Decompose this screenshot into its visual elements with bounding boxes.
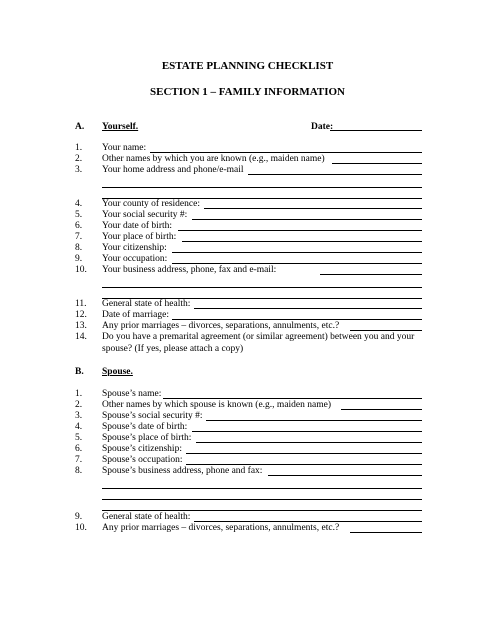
list-item: 13. Any prior marriages – divorces, separations, annulments, etc.? [75,321,340,331]
date-label: Date: [311,122,334,132]
spouse-other-names-field[interactable] [341,409,422,410]
list-item: 1. Spouse’s name: [75,389,162,399]
health-field[interactable] [194,308,422,309]
list-item: 7. Your place of birth: [75,232,177,242]
section-a-heading [0,122,495,133]
home-address-field-line-2[interactable] [102,187,422,188]
list-item: 8. Your citizenship: [75,243,167,253]
list-item: 7. Spouse’s occupation: [75,455,183,465]
list-item-continued: spouse? (If yes, please attach a copy) [102,344,244,354]
list-item: 9. General state of health: [75,512,191,522]
list-item: 6. Your date of birth: [75,221,173,231]
list-item: 6. Spouse’s citizenship: [75,444,182,454]
spouse-business-address-field-line-4[interactable] [102,510,422,511]
spouse-citizenship-field[interactable] [186,453,422,454]
spouse-business-address-field-line-2[interactable] [102,488,422,489]
home-address-field[interactable] [248,174,422,175]
spouse-health-field[interactable] [194,521,422,522]
list-item: 3. Spouse’s social security #: [75,411,203,421]
section-title: SECTION 1 – FAMILY INFORMATION [150,86,345,98]
document-title: ESTATE PLANNING CHECKLIST [161,60,334,72]
business-address-field[interactable] [320,274,422,275]
spouse-business-address-field-line-3[interactable] [102,499,422,500]
list-item: 1. Your name: [75,143,147,153]
spouse-name-field[interactable] [163,398,422,399]
ssn-field[interactable] [192,219,422,220]
section-a-title: Yourself. [102,122,139,132]
citizenship-field[interactable] [172,252,422,253]
list-item: 5. Spouse’s place of birth: [75,433,192,443]
section-a-letter: A. [75,122,85,132]
section-b-title: Spouse. [102,367,133,377]
section-b-heading [0,367,495,378]
section-b-letter: B. [75,367,84,377]
spouse-occupation-field[interactable] [186,464,422,465]
marriage-date-field[interactable] [172,319,422,320]
occupation-field[interactable] [172,263,422,264]
list-item: 2. Other names by which spouse is known (e.g., maiden name) [75,400,332,410]
list-item: 8. Spouse’s business address, phone and fax: [75,466,263,476]
list-item: 12. Date of marriage: [75,310,169,320]
place-of-birth-field[interactable] [182,241,422,242]
list-item: 5. Your social security #: [75,210,188,220]
list-item: 9. Your occupation: [75,254,168,264]
list-item: 10. Your business address, phone, fax and e-mail: [75,265,277,275]
date-field[interactable] [330,130,422,131]
business-address-field-line-2[interactable] [102,287,422,288]
prior-marriages-field[interactable] [350,330,422,331]
spouse-business-address-field[interactable] [268,475,422,476]
list-item: 3. Your home address and phone/e-mail [75,165,244,175]
spouse-dob-field[interactable] [192,431,422,432]
spouse-prior-marriages-field[interactable] [350,532,422,533]
other-names-field[interactable] [332,163,422,164]
spouse-ssn-field[interactable] [206,420,422,421]
spouse-place-of-birth-field[interactable] [196,442,422,443]
your-name-field[interactable] [150,152,422,153]
list-item: 4. Spouse’s date of birth: [75,422,188,432]
list-item: 11. General state of health: [75,299,191,309]
list-item: 14. Do you have a premarital agreement (or similar agreement) between you and your [75,332,415,342]
list-item: 4. Your county of residence: [75,199,200,209]
list-item: 10. Any prior marriages – divorces, separations, annulments, etc.? [75,523,340,533]
dob-field[interactable] [178,230,422,231]
county-field[interactable] [204,208,422,209]
list-item: 2. Other names by which you are known (e.g., maiden name) [75,154,325,164]
